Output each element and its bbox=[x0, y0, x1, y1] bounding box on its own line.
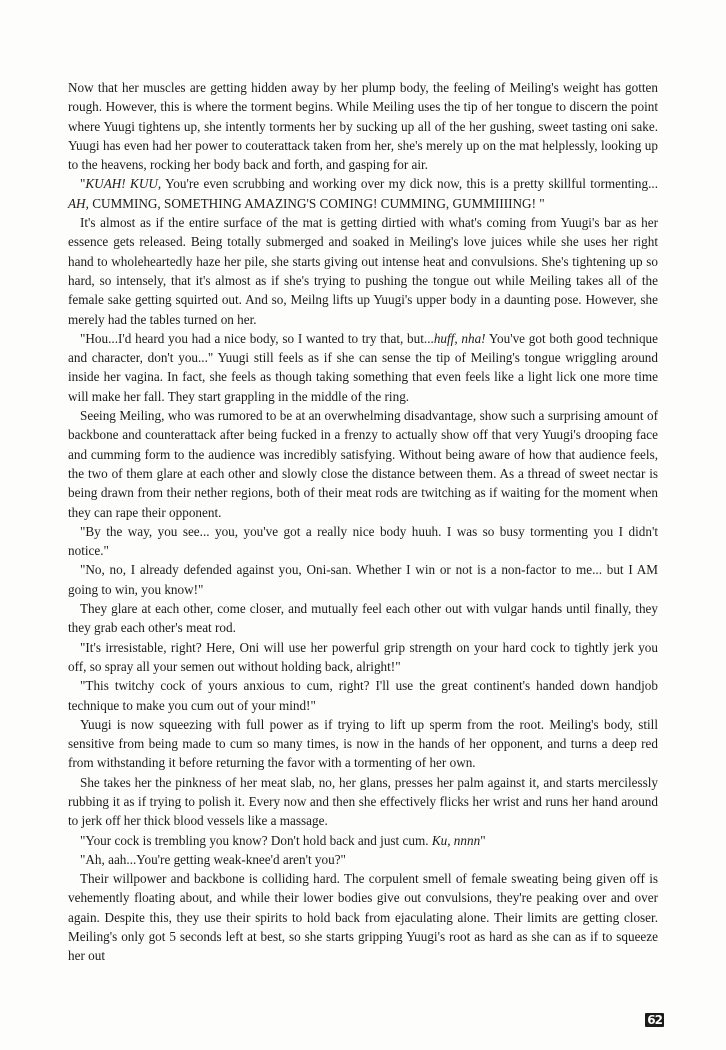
text-run: "By the way, you see... you, you've got a really nice body huuh. I was so busy tormenting you I didn't notice." bbox=[68, 523, 658, 559]
paragraph bbox=[68, 213, 658, 329]
text-run: She takes her the pinkness of her meat slab, no, her glans, presses her palm against it, and starts mercilessly rubbing it as if trying to polish it. Every now and then she effectively flicks her wrist and runs her hand around to jerk off her thick blood vessels like a massage. bbox=[68, 774, 658, 829]
text-run: "Ah, aah...You're getting weak-knee'd aren't you?" bbox=[80, 851, 346, 867]
paragraph bbox=[68, 599, 658, 638]
text-run: , You're even scrubbing and working over my dick now, this is a pretty skillful tormenting... bbox=[157, 176, 658, 192]
paragraph bbox=[68, 174, 658, 213]
text-run: It's almost as if the entire surface of the mat is getting dirtied with what's coming from Yuugi's bar as her essence gets released. Being totally submerged and soaked in Meiling's love juices while she uses her right hand to wholeheartedly haze her pile, she starts giving out intense heat and convulsions. She's tightening up so hard, so intensely, that it's almost as if she's trying to pushing the tongue out while Meiling takes all of the female sake getting squirted out. And so, Meilng lifts up Yuugi's upper body in a daunting pose. However, she merely had the tables turned on her. bbox=[68, 215, 658, 327]
paragraph bbox=[68, 869, 658, 965]
page-number-value: 62 bbox=[647, 1013, 662, 1027]
text-run: "Hou...I'd heard you had a nice body, so I wanted to try that, but... bbox=[80, 330, 434, 346]
paragraph bbox=[68, 78, 658, 174]
text-run: , CUMMING, SOMETHING AMAZING'S COMING! CUMMING, GUMMIIIING! " bbox=[85, 195, 545, 211]
paragraph bbox=[68, 773, 658, 831]
paragraph bbox=[68, 406, 658, 522]
paragraph bbox=[68, 676, 658, 715]
text-run: They glare at each other, come closer, and mutually feel each other out with vulgar hands until finally, they they grab each other's meat rod. bbox=[68, 601, 658, 636]
text-run: " bbox=[480, 832, 486, 848]
paragraph bbox=[68, 522, 658, 561]
text-run: Yuugi is now squeezing with full power as if trying to lift up sperm from the root. Meiling's body, still sensitive from being made to cum so many times, is now in the hands of her opponent, and turns a deep red from withstanding it before returning the favor with a tormenting of her own. bbox=[68, 716, 658, 771]
paragraph bbox=[68, 831, 658, 850]
paragraph bbox=[68, 850, 658, 869]
text-run: "Your cock is trembling you know? Don't hold back and just cum. bbox=[80, 832, 432, 848]
text-run: " bbox=[80, 176, 86, 192]
emphasis-text: AH bbox=[68, 195, 86, 211]
text-run: Their willpower and backbone is colliding hard. The corpulent smell of female sweating being given off is vehemently floating about, and while their lower bodies give out convulsions, they're peaking over and over again. Despite this, they use their spirits to hold back from ejaculating alone. Their limits are getting closer. Meiling's only got 5 seconds left at best, so she starts gripping Yuugi's root as hard as she can as if to squeeze her out bbox=[68, 871, 658, 964]
page-number bbox=[645, 1013, 664, 1028]
text-run: Seeing Meiling, who was rumored to be at an overwhelming disadvantage, show such a surprising amount of backbone and counterattack after being fucked in a frenzy to actually show off that very Yuugi's drooping face and cumming form to the audience was incredibly satisfying. Without being aware of how that audience feels, the two of them glare at each other and slowly close the distance between them. As a thread of sweet nectar is being drawn from their nether regions, both of their meat rods are twitching as if waiting for the moment when they can rape their opponent. bbox=[68, 408, 658, 520]
text-run: "This twitchy cock of yours anxious to cum, right? I'll use the great continent's handed down handjob technique to make you cum out of your mind!" bbox=[68, 678, 658, 713]
page-text-body bbox=[68, 78, 658, 966]
emphasis-text: huff, nha! bbox=[433, 330, 486, 346]
text-run: "No, no, I already defended against you, Oni-san. Whether I win or not is a non-factor to me... but I AM going to win, you know!" bbox=[68, 562, 658, 597]
paragraph bbox=[68, 560, 658, 599]
text-run: You've got both good technique and character, don't you..." Yuugi still feels as if she can sense the tip of Meiling's tongue wriggling around inside her vagina. In fact, she feels as though taking something that even feels like a light lick one more time will make her fall. They start grappling in the middle of the ring. bbox=[68, 330, 658, 404]
emphasis-text: KUAH! KUU bbox=[85, 176, 158, 192]
paragraph bbox=[68, 329, 658, 406]
paragraph bbox=[68, 715, 658, 773]
emphasis-text: Ku, nnnn bbox=[431, 832, 481, 848]
text-run: "It's irresistable, right? Here, Oni will use her powerful grip strength on your hard cock to tightly jerk you off, so spray all your semen out without holding back, alright!" bbox=[68, 639, 658, 674]
text-run: Now that her muscles are getting hidden away by her plump body, the feeling of Meiling's weight has gotten rough. However, this is where the torment begins. While Meiling uses the tip of her tongue to discern the point where Yuugi tightens up, she intently torments her by sucking up all of the her gushing, sweet tasting oni sake. Yuugi has even had her power to couterattack taken from her, she's merely up on the mat helplessly, looking up to the heavens, rocking her body back and forth, and gasping for air. bbox=[68, 80, 658, 173]
paragraph bbox=[68, 638, 658, 677]
